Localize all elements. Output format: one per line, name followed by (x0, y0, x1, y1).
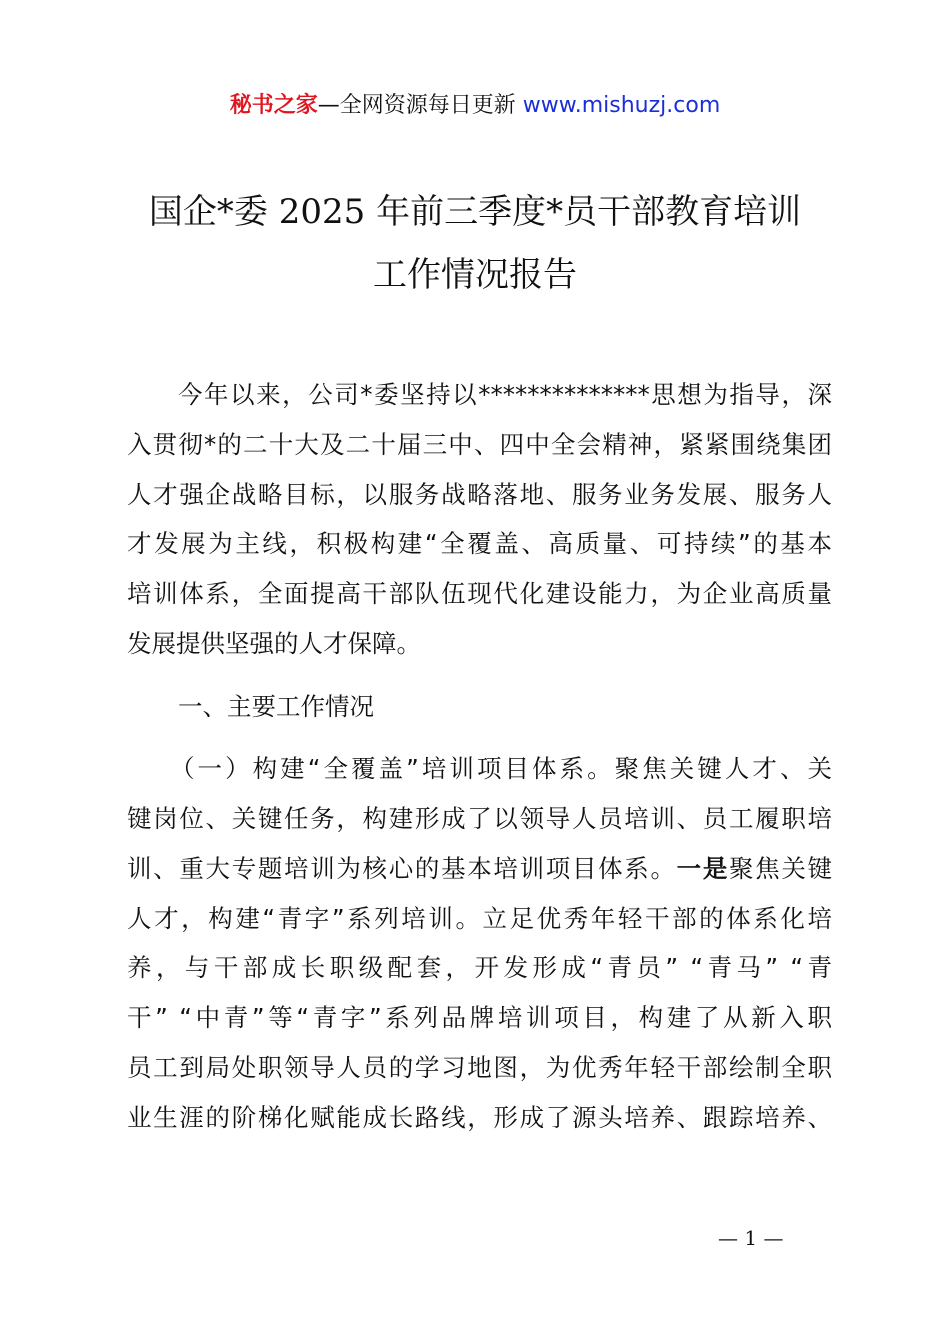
section-heading: 一、主要工作情况 (178, 692, 374, 721)
page-number: — 1 — (718, 1226, 784, 1250)
intro-line: 入贯彻*的二十大及二十届三中、四中全会精神，紧紧围绕集团 (127, 430, 832, 459)
body-text: 聚焦关键 (729, 854, 833, 883)
site-url[interactable]: www.mishuzj.com (522, 93, 721, 118)
intro-line: 今年以来，公司*委坚持以**************思想为指导，深 (178, 380, 832, 409)
tagline: —全网资源每日更新 (317, 93, 523, 118)
intro-line: 人才强企战略目标，以服务战略落地、服务业务发展、服务人 (127, 480, 832, 509)
doc-title-line-1: 国企*委 2025 年前三季度*员干部教育培训 (148, 192, 802, 232)
body-line: 干” “中青”等“青字”系列品牌培训项目，构建了从新入职 (127, 1003, 832, 1032)
body-line: 人才，构建“青字”系列培训。立足优秀年轻干部的体系化培 (127, 904, 832, 933)
brand-name: 秘书之家 (229, 93, 318, 118)
bold-marker: 一是 (676, 854, 729, 883)
body-line: 键岗位、关键任务，构建形成了以领导人员培训、员工履职培 (127, 804, 832, 833)
body-line: （一）构建“全覆盖”培训项目体系。聚焦关键人才、关 (170, 754, 832, 783)
site-header (0, 88, 950, 119)
body-line (127, 850, 832, 885)
intro-line: 培训体系，全面提高干部队伍现代化建设能力，为企业高质量 (127, 579, 832, 608)
intro-line: 发展提供坚强的人才保障。 (127, 629, 421, 658)
body-line: 养，与干部成长职级配套，开发形成“青员” “青马” “青 (127, 953, 832, 982)
body-line: 业生涯的阶梯化赋能成长路线，形成了源头培养、跟踪培养、 (127, 1103, 832, 1132)
doc-title-line-2: 工作情况报告 (373, 255, 577, 295)
body-line: 员工到局处职领导人员的学习地图，为优秀年轻干部绘制全职 (127, 1053, 832, 1082)
body-text: 训、重大专题培训为核心的基本培训项目体系。 (127, 854, 677, 883)
intro-line: 才发展为主线，积极构建“全覆盖、高质量、可持续”的基本 (127, 529, 832, 558)
